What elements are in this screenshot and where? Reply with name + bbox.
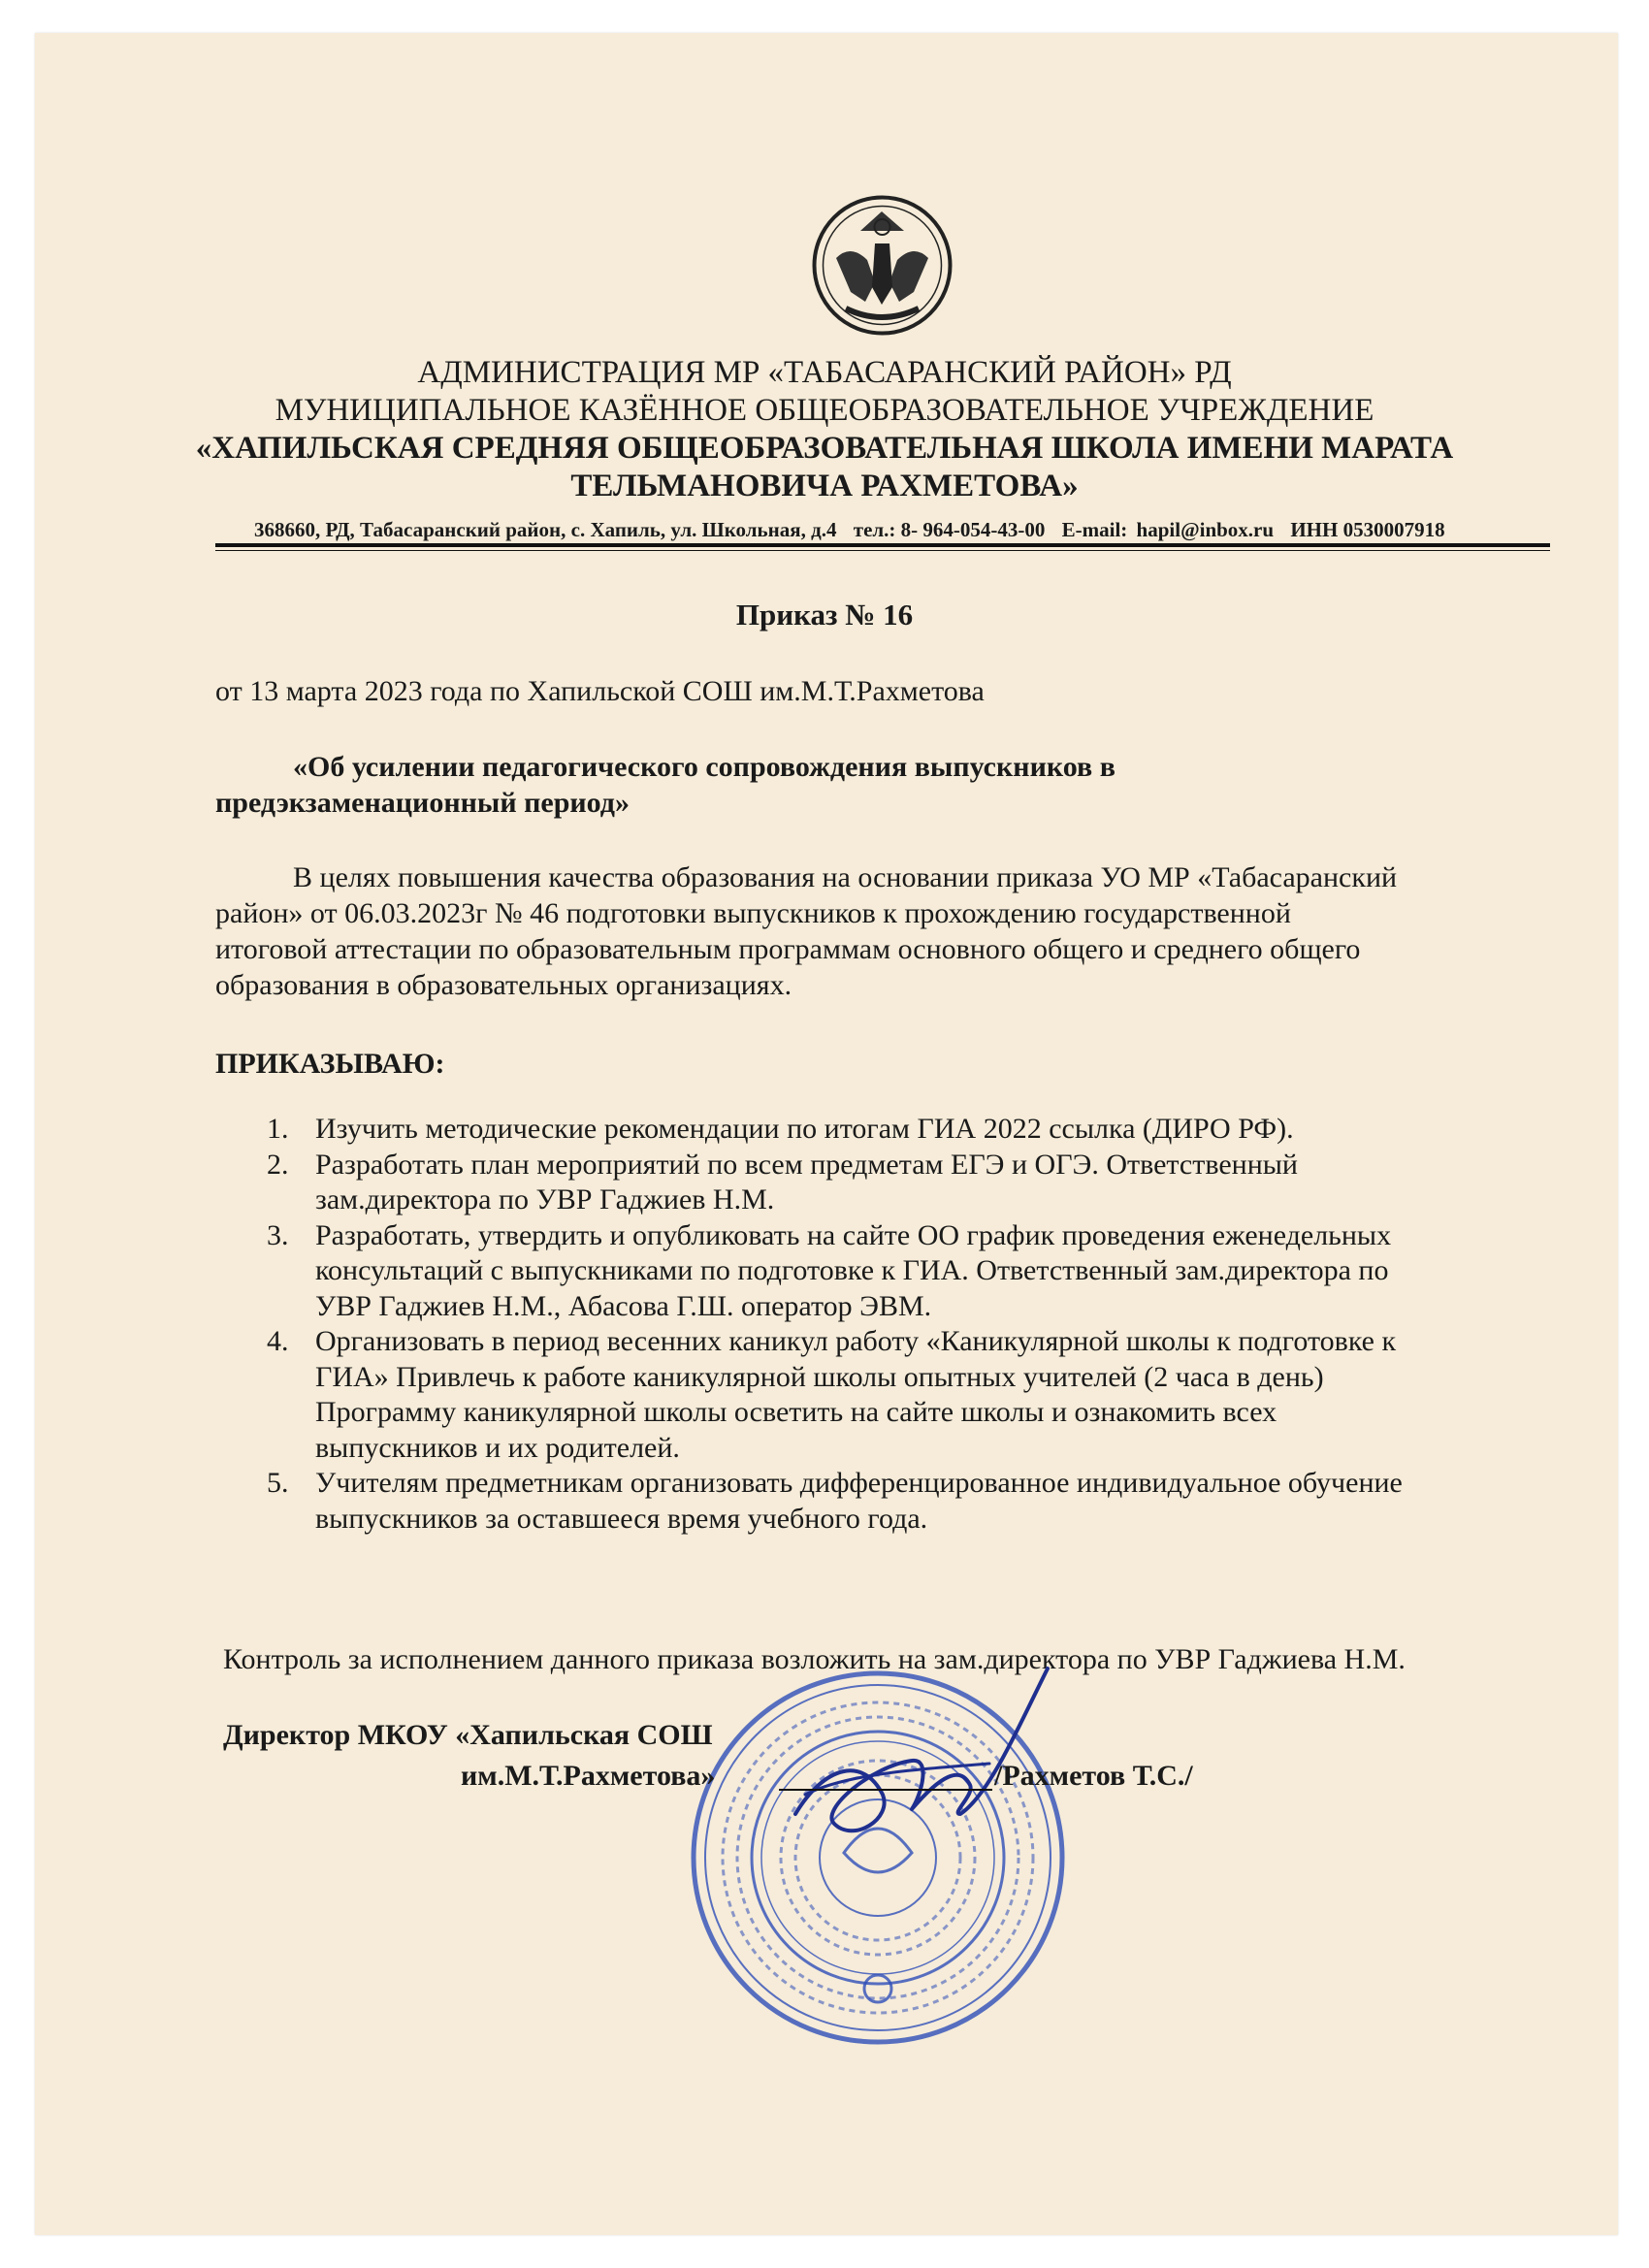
item-number: 1.: [267, 1113, 289, 1145]
address-text: 368660, РД, Табасаранский район, с. Хапиль, ул. Школьная, д.4: [254, 518, 837, 541]
item-line: выпускников за оставшееся время учебного года.: [315, 1502, 928, 1535]
item-line: зам.директора по УВР Гаджиев Н.М.: [315, 1183, 775, 1215]
item-line: Изучить методические рекомендации по итогам ГИА 2022 ссылка (ДИРО РФ).: [315, 1113, 1294, 1145]
header-divider-thin: [215, 550, 1550, 551]
order-items-list: [215, 1112, 1554, 1537]
preamble-line4: образования в образовательных организациях.: [215, 969, 792, 1001]
signature-title-line1: Директор МКОУ «Хапильская СОШ: [223, 1719, 713, 1751]
header-institution-type: МУНИЦИПАЛЬНОЕ КАЗЁННОЕ ОБЩЕОБРАЗОВАТЕЛЬНОЕ УЧРЕЖДЕНИЕ: [275, 393, 1374, 428]
item-number: 4.: [267, 1325, 289, 1357]
list-item: [215, 1324, 1554, 1466]
decree-heading: ПРИКАЗЫВАЮ:: [215, 1048, 445, 1080]
item-line: Учителям предметникам организовать дифференцированное индивидуальное обучение: [315, 1467, 1403, 1499]
signature-underline: [779, 1789, 992, 1791]
control-statement: Контроль за исполнением данного приказа возложить на зам.директора по УВР Гаджиева Н.М.: [223, 1643, 1406, 1675]
item-line: Разработать план мероприятий по всем предметам ЕГЭ и ОГЭ. Ответственный: [315, 1148, 1298, 1181]
header-school-name-line2: ТЕЛЬМАНОВИЧА РАХМЕТОВА»: [570, 469, 1079, 503]
preamble-line3: итоговой аттестации по образовательным программам основного общего и среднего общего: [215, 933, 1361, 965]
item-line: Разработать, утвердить и опубликовать на сайте ОО график проведения еженедельных: [315, 1218, 1392, 1251]
item-line: выпускников и их родителей.: [315, 1431, 680, 1464]
contact-line: [254, 518, 1457, 542]
list-item: [215, 1112, 1554, 1148]
item-line: УВР Гаджиев Н.М., Абасова Г.Ш. оператор ЭВМ.: [315, 1289, 932, 1322]
header-administration: АДМИНИСТРАЦИЯ МР «ТАБАСАРАНСКИЙ РАЙОН» РД: [417, 355, 1232, 390]
email-label: E-mail:: [1061, 518, 1128, 541]
phone-text: тел.: 8- 964-054-43-00: [853, 518, 1046, 541]
item-number: 2.: [267, 1148, 289, 1181]
header-school-name-line1: «ХАПИЛЬСКАЯ СРЕДНЯЯ ОБЩЕОБРАЗОВАТЕЛЬНАЯ ШКОЛА ИМЕНИ МАРАТА: [195, 431, 1454, 466]
list-item: [215, 1218, 1554, 1325]
email-text: hapil@inbox.ru: [1136, 518, 1275, 541]
list-item: [215, 1466, 1554, 1537]
signature-name: /Рахметов Т.С./: [994, 1760, 1193, 1792]
header-divider-thick: [215, 543, 1550, 547]
preamble-line2: район» от 06.03.2023г № 46 подготовки выпускников к прохождению государственной: [215, 897, 1291, 929]
preamble-line1: В целях повышения качества образования на основании приказа УО МР «Табасаранский: [293, 861, 1398, 893]
signature-title-line2: им.М.Т.Рахметова»: [461, 1760, 716, 1792]
item-line: ГИА» Привлечь к работе каникулярной школы опытных учителей (2 часа в день): [315, 1360, 1324, 1393]
order-date-line: от 13 марта 2023 года по Хапильской СОШ им.М.Т.Рахметова: [215, 675, 985, 707]
order-subject-line2: предэкзаменационный период»: [215, 787, 630, 819]
item-line: Организовать в период весенних каникул работу «Каникулярной школы к подготовке к: [315, 1325, 1397, 1357]
list-item: [215, 1148, 1554, 1218]
item-number: 3.: [267, 1218, 289, 1251]
item-number: 5.: [267, 1467, 289, 1499]
item-line: консультаций с выпускниками по подготовке к ГИА. Ответственный зам.директора по: [315, 1254, 1389, 1286]
order-title: Приказ № 16: [735, 598, 914, 632]
order-subject-line1: «Об усилении педагогического сопровождения выпускников в: [293, 751, 1116, 783]
coat-of-arms-emblem: [807, 190, 957, 340]
inn-text: ИНН 0530007918: [1290, 518, 1445, 541]
item-line: Программу каникулярной школы осветить на сайте школы и ознакомить всех: [315, 1396, 1277, 1428]
